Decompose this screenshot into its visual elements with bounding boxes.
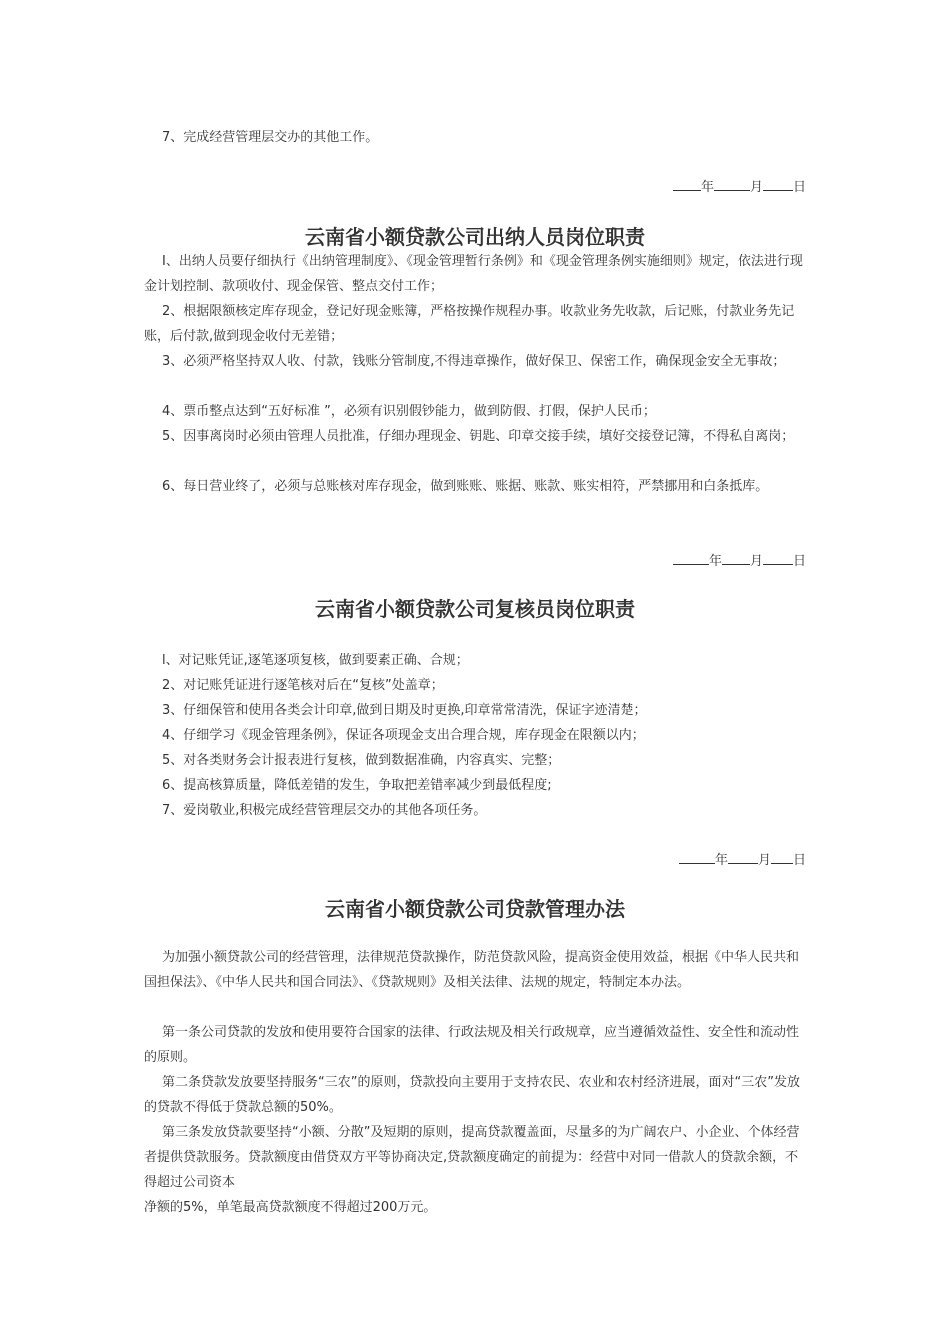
reviewer-item-2: 2、对记账凭证进行逐笔核对后在“复核”处盖章； bbox=[162, 678, 444, 693]
cashier-item-6: 6、每日营业终了，必须与总账核对库存现金，做到账账、账据、账款、账实相符，严禁挪用和白条抵库。 bbox=[162, 479, 769, 494]
reviewer-item-6: 6、提高核算质量，降低差错的发生，争取把差错率减少到最低程度; bbox=[162, 778, 552, 793]
duty-item-7: 7、完成经营管理层交办的其他工作。 bbox=[162, 130, 379, 145]
section-title-loan: 云南省小额贷款公司贷款管理办法 bbox=[325, 897, 625, 921]
date-signature-line: 年 月 日 bbox=[679, 849, 806, 871]
reviewer-item-1: l、对记账凭证,逐笔逐项复核，做到要素正确、合规； bbox=[162, 653, 469, 668]
cashier-item-4: 4、票币整点达到“五好标准 ”，必须有识别假钞能力，做到防假、打假，保护人民币； bbox=[162, 404, 656, 419]
date-signature-line: 年 月 日 bbox=[673, 550, 806, 572]
reviewer-item-4: 4、仔细学习《现金管理条例》，保证各项现金支出合理合规，库存现金在限额以内； bbox=[162, 728, 645, 743]
section-title-reviewer: 云南省小额贷款公司复核员岗位职责 bbox=[315, 597, 635, 621]
cashier-item-5: 5、因事离岗时必须由管理人员批准，仔细办理现金、钥匙、印章交接手续，填好交接登记簿，不得私自离岗； bbox=[162, 429, 795, 444]
reviewer-item-3: 3、仔细保管和使用各类会计印章,做到日期及时更换,印章常常清洗，保证字迹清楚； bbox=[162, 703, 647, 718]
cashier-item-2: 2、根据限额核定库存现金，登记好现金账簿，严格按操作规程办事。收款业务先收款，后记账，付款业务先记账，后付款,做到现金收付无差错； bbox=[144, 304, 795, 344]
date-signature-line: 年 月 日 bbox=[673, 176, 806, 198]
loan-article-3: 第三条发放贷款要坚持“小额、分散”及短期的原则，提高贷款覆盖面，尽量多的为广阔农户、小企业、个体经营者提供贷款服务。贷款额度由借贷双方平等协商决定,贷款额度确定的前提为：经营中对同一借款人的贷款余额，不得超过公司资本 bbox=[144, 1125, 800, 1190]
loan-intro-paragraph: 为加强小额贷款公司的经营管理，法律规范贷款操作，防范贷款风险，提高资金使用效益，根据《中华人民共和国担保法》、《中华人民共和国合同法》、《贷款规则》及相关法律、法规的规定，特制定本办法。 bbox=[144, 950, 800, 990]
cashier-item-1: I、出纳人员要仔细执行《出纳管理制度》、《现金管理暂行条例》和《现金管理条例实施细则》规定，依法进行现金计划控制、款项收付、现金保管、整点交付工作； bbox=[144, 254, 803, 294]
loan-article-1: 第一条公司贷款的发放和使用要符合国家的法律、行政法规及相关行政规章，应当遵循效益性、安全性和流动性的原则。 bbox=[144, 1025, 800, 1065]
section-title-cashier: 云南省小额贷款公司出纳人员岗位职责 bbox=[305, 225, 645, 249]
reviewer-item-7: 7、爱岗敬业,积极完成经营管理层交办的其他各项任务。 bbox=[162, 803, 487, 818]
loan-article-2: 第二条贷款发放要坚持服务“三农”的原则，贷款投向主要用于支持农民、农业和农村经济进展，面对“三农”发放的贷款不得低于贷款总额的50%。 bbox=[144, 1075, 800, 1115]
loan-article-3-continued: 净额的5%，单笔最高贷款额度不得超过200万元。 bbox=[144, 1200, 437, 1215]
cashier-item-3: 3、必须严格坚持双人收、付款，钱账分管制度,不得违章操作，做好保卫、保密工作，确保现金安全无事故； bbox=[162, 354, 786, 369]
reviewer-item-5: 5、对各类财务会计报表进行复核，做到数据准确，内容真实、完整； bbox=[162, 753, 561, 768]
